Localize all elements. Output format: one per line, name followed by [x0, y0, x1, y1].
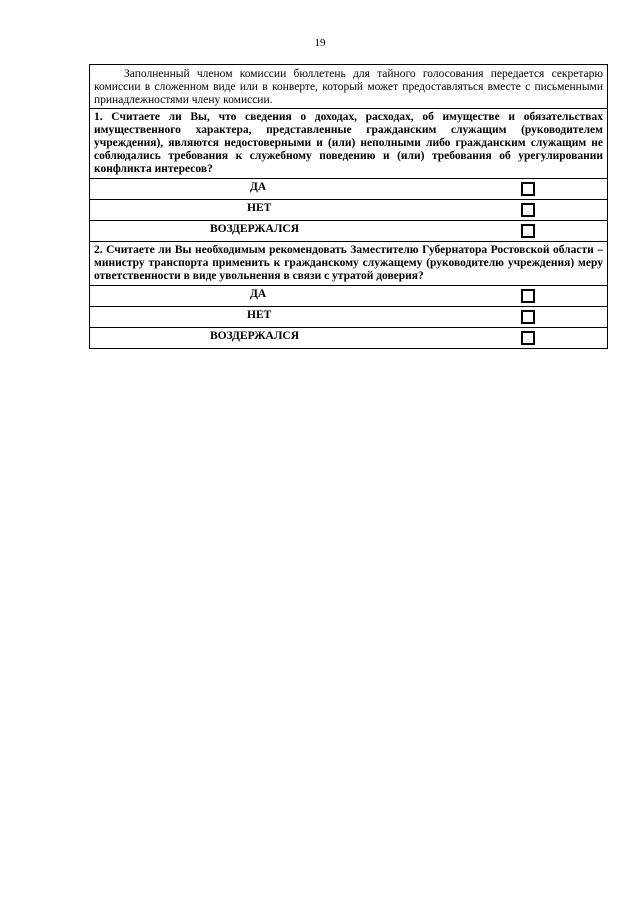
option-no-label: НЕТ — [247, 309, 272, 321]
page-number: 19 — [314, 37, 326, 49]
intro-text: Заполненный членом комиссии бюллетень для тайного голосования передается секретарю комиссии в сложенном виде или в конверте, который может предоставляться вместе с письменными принадлежностями члену комиссии. — [90, 65, 608, 109]
option-row — [90, 200, 608, 221]
q1-no-checkbox[interactable] — [521, 203, 535, 217]
q2-no-checkbox[interactable] — [521, 310, 535, 324]
option-row — [90, 328, 608, 349]
option-abstain-label: ВОЗДЕРЖАЛСЯ — [210, 223, 300, 235]
ballot-table — [89, 64, 608, 349]
intro-row — [90, 65, 608, 109]
question-1-text: 1. Считаете ли Вы, что сведения о доходах, расходах, об имуществе и обязательствах имущественного характера, представленные гражданским служащим (руководителем учреждения), являются недостоверными и (или) неполными либо гражданским служащим не соблюдались требования к служебному поведению и (или) требования об урегулировании конфликта интересов? — [90, 109, 608, 179]
q2-yes-checkbox[interactable] — [521, 289, 535, 303]
option-row — [90, 286, 608, 307]
q1-yes-checkbox[interactable] — [521, 182, 535, 196]
option-row — [90, 179, 608, 200]
question-row — [90, 242, 608, 286]
option-yes-label: ДА — [250, 181, 267, 193]
question-2-text: 2. Считаете ли Вы необходимым рекомендовать Заместителю Губернатора Ростовской области – министру транспорта применить к гражданскому служащему (руководителю учреждения) меру ответственности в виде увольнения в связи с утратой доверия? — [90, 242, 608, 286]
option-no-label: НЕТ — [247, 202, 272, 214]
option-yes-label: ДА — [250, 288, 267, 300]
option-row — [90, 307, 608, 328]
question-row — [90, 109, 608, 179]
option-row — [90, 221, 608, 242]
option-abstain-label: ВОЗДЕРЖАЛСЯ — [210, 330, 300, 342]
q1-abstain-checkbox[interactable] — [521, 224, 535, 238]
q2-abstain-checkbox[interactable] — [521, 331, 535, 345]
